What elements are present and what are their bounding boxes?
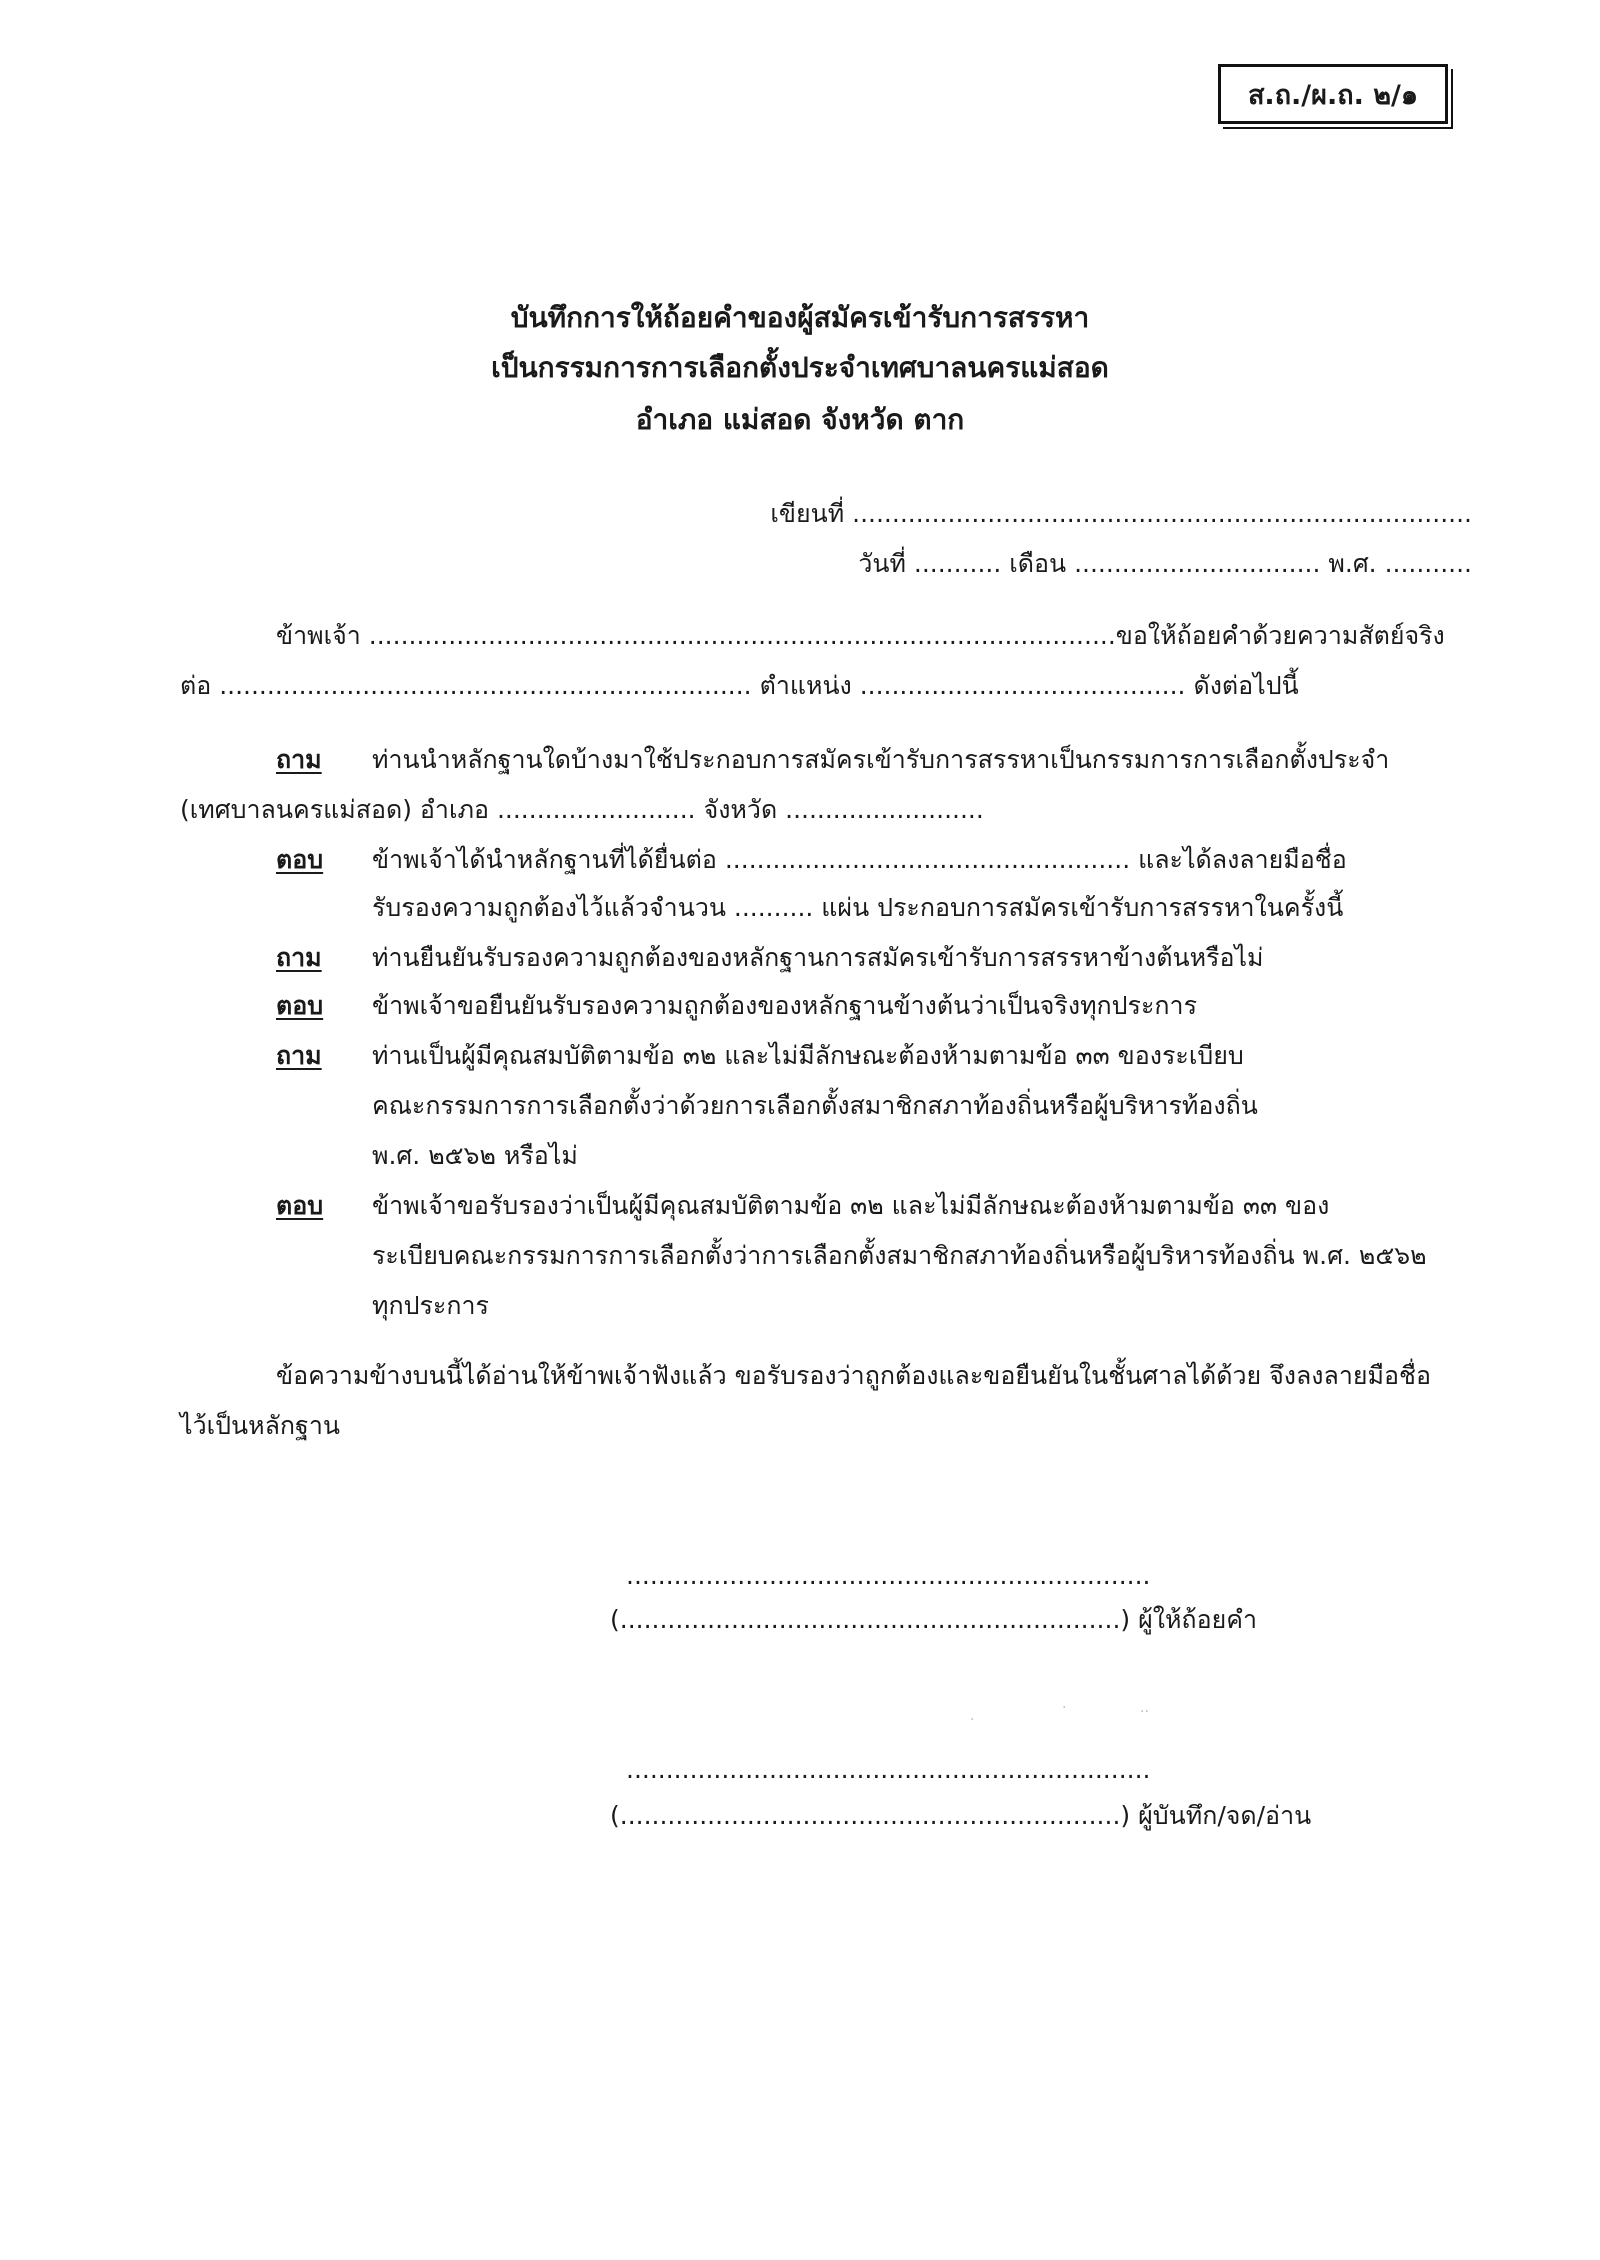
closing-line-2: ไว้เป็นหลักฐาน [180,1411,340,1440]
form-code-text: ส.ถ./ผ.ถ. ๒/๑ [1247,79,1419,111]
question-1-line-1: ท่านนำหลักฐานใดบ้างมาใช้ประกอบการสมัครเข้ารับการสรรหาเป็นกรรมการการเลือกตั้งประจำ [372,745,1390,774]
signature-1-name: (...............................................................) ผู้ให้ถ้อยคำ [610,1605,1257,1634]
title-line-3: อำเภอ แม่สอด จังหวัด ตาก [635,403,965,436]
signature-2-line: .................................................................. [626,1755,1151,1784]
question-3-line-1: ท่านเป็นผู้มีคุณสมบัติตามข้อ ๓๒ และไม่มีลักษณะต้องห้ามตามข้อ ๓๓ ของระเบียบ [372,1041,1244,1070]
title-line-1: บันทึกการให้ถ้อยคำของผู้สมัครเข้ารับการสรรหา [510,301,1090,334]
answer-3-line-1: ข้าพเจ้าขอรับรองว่าเป็นผู้มีคุณสมบัติตามข้อ ๓๒ และไม่มีลักษณะต้องห้ามตามข้อ ๓๓ ของ [372,1191,1330,1220]
question-label-3: ถาม [276,1041,322,1070]
answer-label-3: ตอบ [276,1191,324,1220]
answer-label-1: ตอบ [276,845,324,874]
question-label-2: ถาม [276,943,322,972]
signature-1-line: .................................................................. [626,1561,1151,1590]
answer-label-2: ตอบ [276,991,324,1020]
question-label-1: ถาม [276,745,322,774]
answer-1-line-2: รับรองความถูกต้องไว้แล้วจำนวน .......... แผ่น ประกอบการสมัครเข้ารับการสรรหาในครั้งนี้ [372,893,1344,922]
date-line: วันที่ ........... เดือน ............................... พ.ศ. ........... [858,549,1472,578]
scan-speck: ·· [1140,1704,1149,1720]
answer-1-line-1: ข้าพเจ้าได้นำหลักฐานที่ได้ยื่นต่อ ................................................... และได้ลงลายมือชื่อ [372,845,1347,874]
signature-2-name: (...............................................................) ผู้บันทึก/จด/อ่าน [610,1801,1312,1830]
form-code-box [1218,64,1448,124]
question-2-line: ท่านยืนยันรับรองความถูกต้องของหลักฐานการสมัครเข้ารับการสรรหาข้างต้นหรือไม่ [372,943,1264,972]
answer-3-line-3: ทุกประการ [372,1291,489,1320]
question-3-line-3: พ.ศ. ๒๕๖๒ หรือไม่ [372,1141,578,1170]
scan-speck: · [970,1712,975,1728]
intro-line-2: ต่อ ................................................................... ตำแหน่ง ......................................... ดังต่อไปนี้ [180,671,1299,700]
intro-line-1: ข้าพเจ้า ..............................................................................................ขอให้ถ้อยคำด้วยความสัตย์จริง [276,621,1445,650]
question-3-line-2: คณะกรรมการการเลือกตั้งว่าด้วยการเลือกตั้งสมาชิกสภาท้องถิ่นหรือผู้บริหารท้องถิ่น [372,1091,1258,1120]
written-at-line: เขียนที่ .............................................................................. [770,499,1472,528]
question-1-line-2: (เทศบาลนครแม่สอด) อำเภอ ......................... จังหวัด ......................... [180,795,984,824]
answer-3-line-2: ระเบียบคณะกรรมการการเลือกตั้งว่าการเลือกตั้งสมาชิกสภาท้องถิ่นหรือผู้บริหารท้องถิ่น พ.ศ. ๒๕๖๒ [372,1241,1427,1270]
answer-2-line: ข้าพเจ้าขอยืนยันรับรองความถูกต้องของหลักฐานข้างต้นว่าเป็นจริงทุกประการ [372,991,1198,1020]
scan-speck: · [1062,1700,1067,1716]
closing-line-1: ข้อความข้างบนนี้ได้อ่านให้ข้าพเจ้าฟังแล้ว ขอรับรองว่าถูกต้องและขอยืนยันในชั้นศาลได้ด้วย จึงลงลายมือชื่อ [276,1361,1431,1390]
title-line-2: เป็นกรรมการการเลือกตั้งประจำเทศบาลนครแม่สอด [491,351,1109,384]
